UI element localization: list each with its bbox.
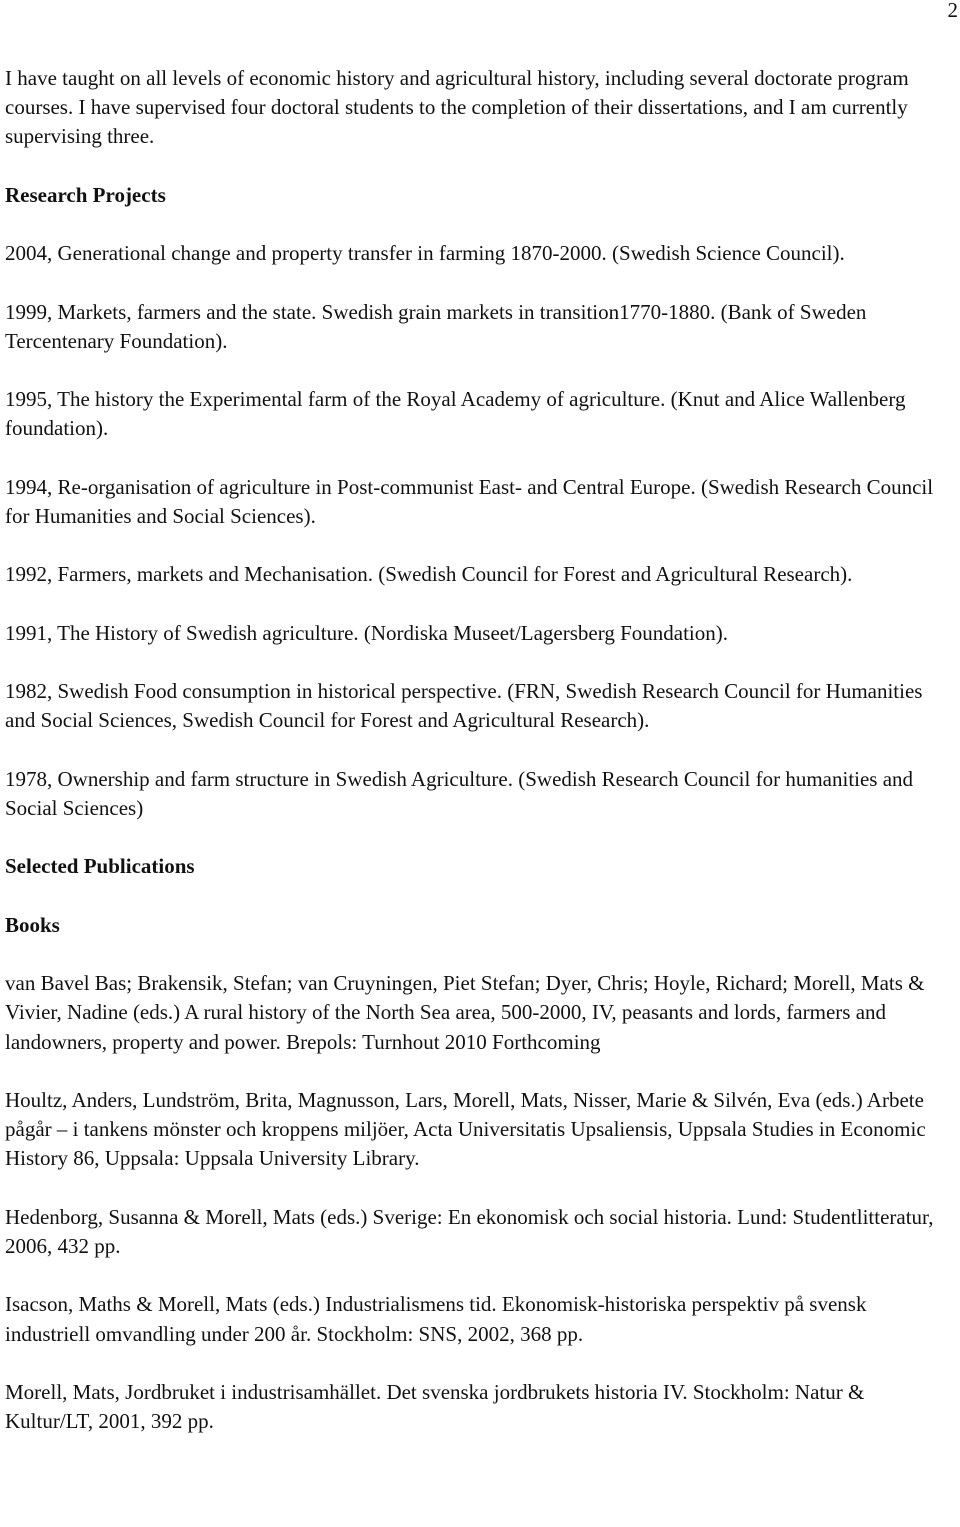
book-entry: Isacson, Maths & Morell, Mats (eds.) Industrialismens tid. Ekonomisk-historiska perspektiv på svensk industriell omvandling under 200 år. Stockholm: SNS, 2002, 368 pp. <box>5 1292 867 1346</box>
research-project-item: 1978, Ownership and farm structure in Swedish Agriculture. (Swedish Research Council for humanities and Social Sciences) <box>5 766 914 820</box>
book-entry: Hedenborg, Susanna & Morell, Mats (eds.) Sverige: En ekonomisk och social historia. Lund: Studentlitteratur, 2006, 432 pp. <box>5 1204 934 1258</box>
research-project-item: 1992, Farmers, markets and Mechanisation. (Swedish Council for Forest and Agricultural Research). <box>5 562 853 587</box>
document-body <box>5 64 955 1436</box>
research-project-item: 1994, Re-organisation of agriculture in Post-communist East- and Central Europe. (Swedish Research Council for Humanities and Social Sciences). <box>5 474 934 528</box>
books-heading: Books <box>5 912 60 937</box>
selected-publications-heading: Selected Publications <box>5 854 195 879</box>
book-entry: Morell, Mats, Jordbruket i industrisamhället. Det svenska jordbrukets historia IV. Stockholm: Natur & Kultur/LT, 2001, 392 pp. <box>5 1379 865 1434</box>
page-number: 2 <box>947 0 958 22</box>
research-project-item: 1995, The history the Experimental farm of the Royal Academy of agriculture. (Knut and Alice Wallenberg foundation). <box>5 387 906 441</box>
research-project-item: 2004, Generational change and property transfer in farming 1870-2000. (Swedish Science Council). <box>5 241 845 266</box>
research-project-item: 1991, The History of Swedish agriculture. (Nordiska Museet/Lagersberg Foundation). <box>5 620 729 645</box>
research-project-item: 1982, Swedish Food consumption in historical perspective. (FRN, Swedish Research Council for Humanities and Social Sciences, Swedish Council for Forest and Agricultural Research). <box>5 679 923 733</box>
research-project-item: 1999, Markets, farmers and the state. Swedish grain markets in transition1770-1880. (Bank of Sweden Tercentenary Foundation). <box>5 299 867 353</box>
intro-paragraph: I have taught on all levels of economic history and agricultural history, including several doctorate program courses. I have supervised four doctoral students to the completion of their dissertations, and I am currently supervising three. <box>5 66 909 149</box>
book-entry: Houltz, Anders, Lundström, Brita, Magnusson, Lars, Morell, Mats, Nisser, Marie & Silvén, Eva (eds.) Arbete pågår – i tankens mönster och kroppens miljöer, Acta Universitatis Upsaliensis, Uppsala Studies in Economic History 86, Uppsala: Uppsala University Library. <box>5 1087 926 1171</box>
book-entry: van Bavel Bas; Brakensik, Stefan; van Cruyningen, Piet Stefan; Dyer, Chris; Hoyle, Richard; Morell, Mats & Vivier, Nadine (eds.) A rural history of the North Sea area, 500-2000, IV, peasants and lords, farmers and landowners, property and power. Brepols: Turnhout 2010 Forthcoming <box>5 971 925 1054</box>
research-projects-heading: Research Projects <box>5 182 166 207</box>
